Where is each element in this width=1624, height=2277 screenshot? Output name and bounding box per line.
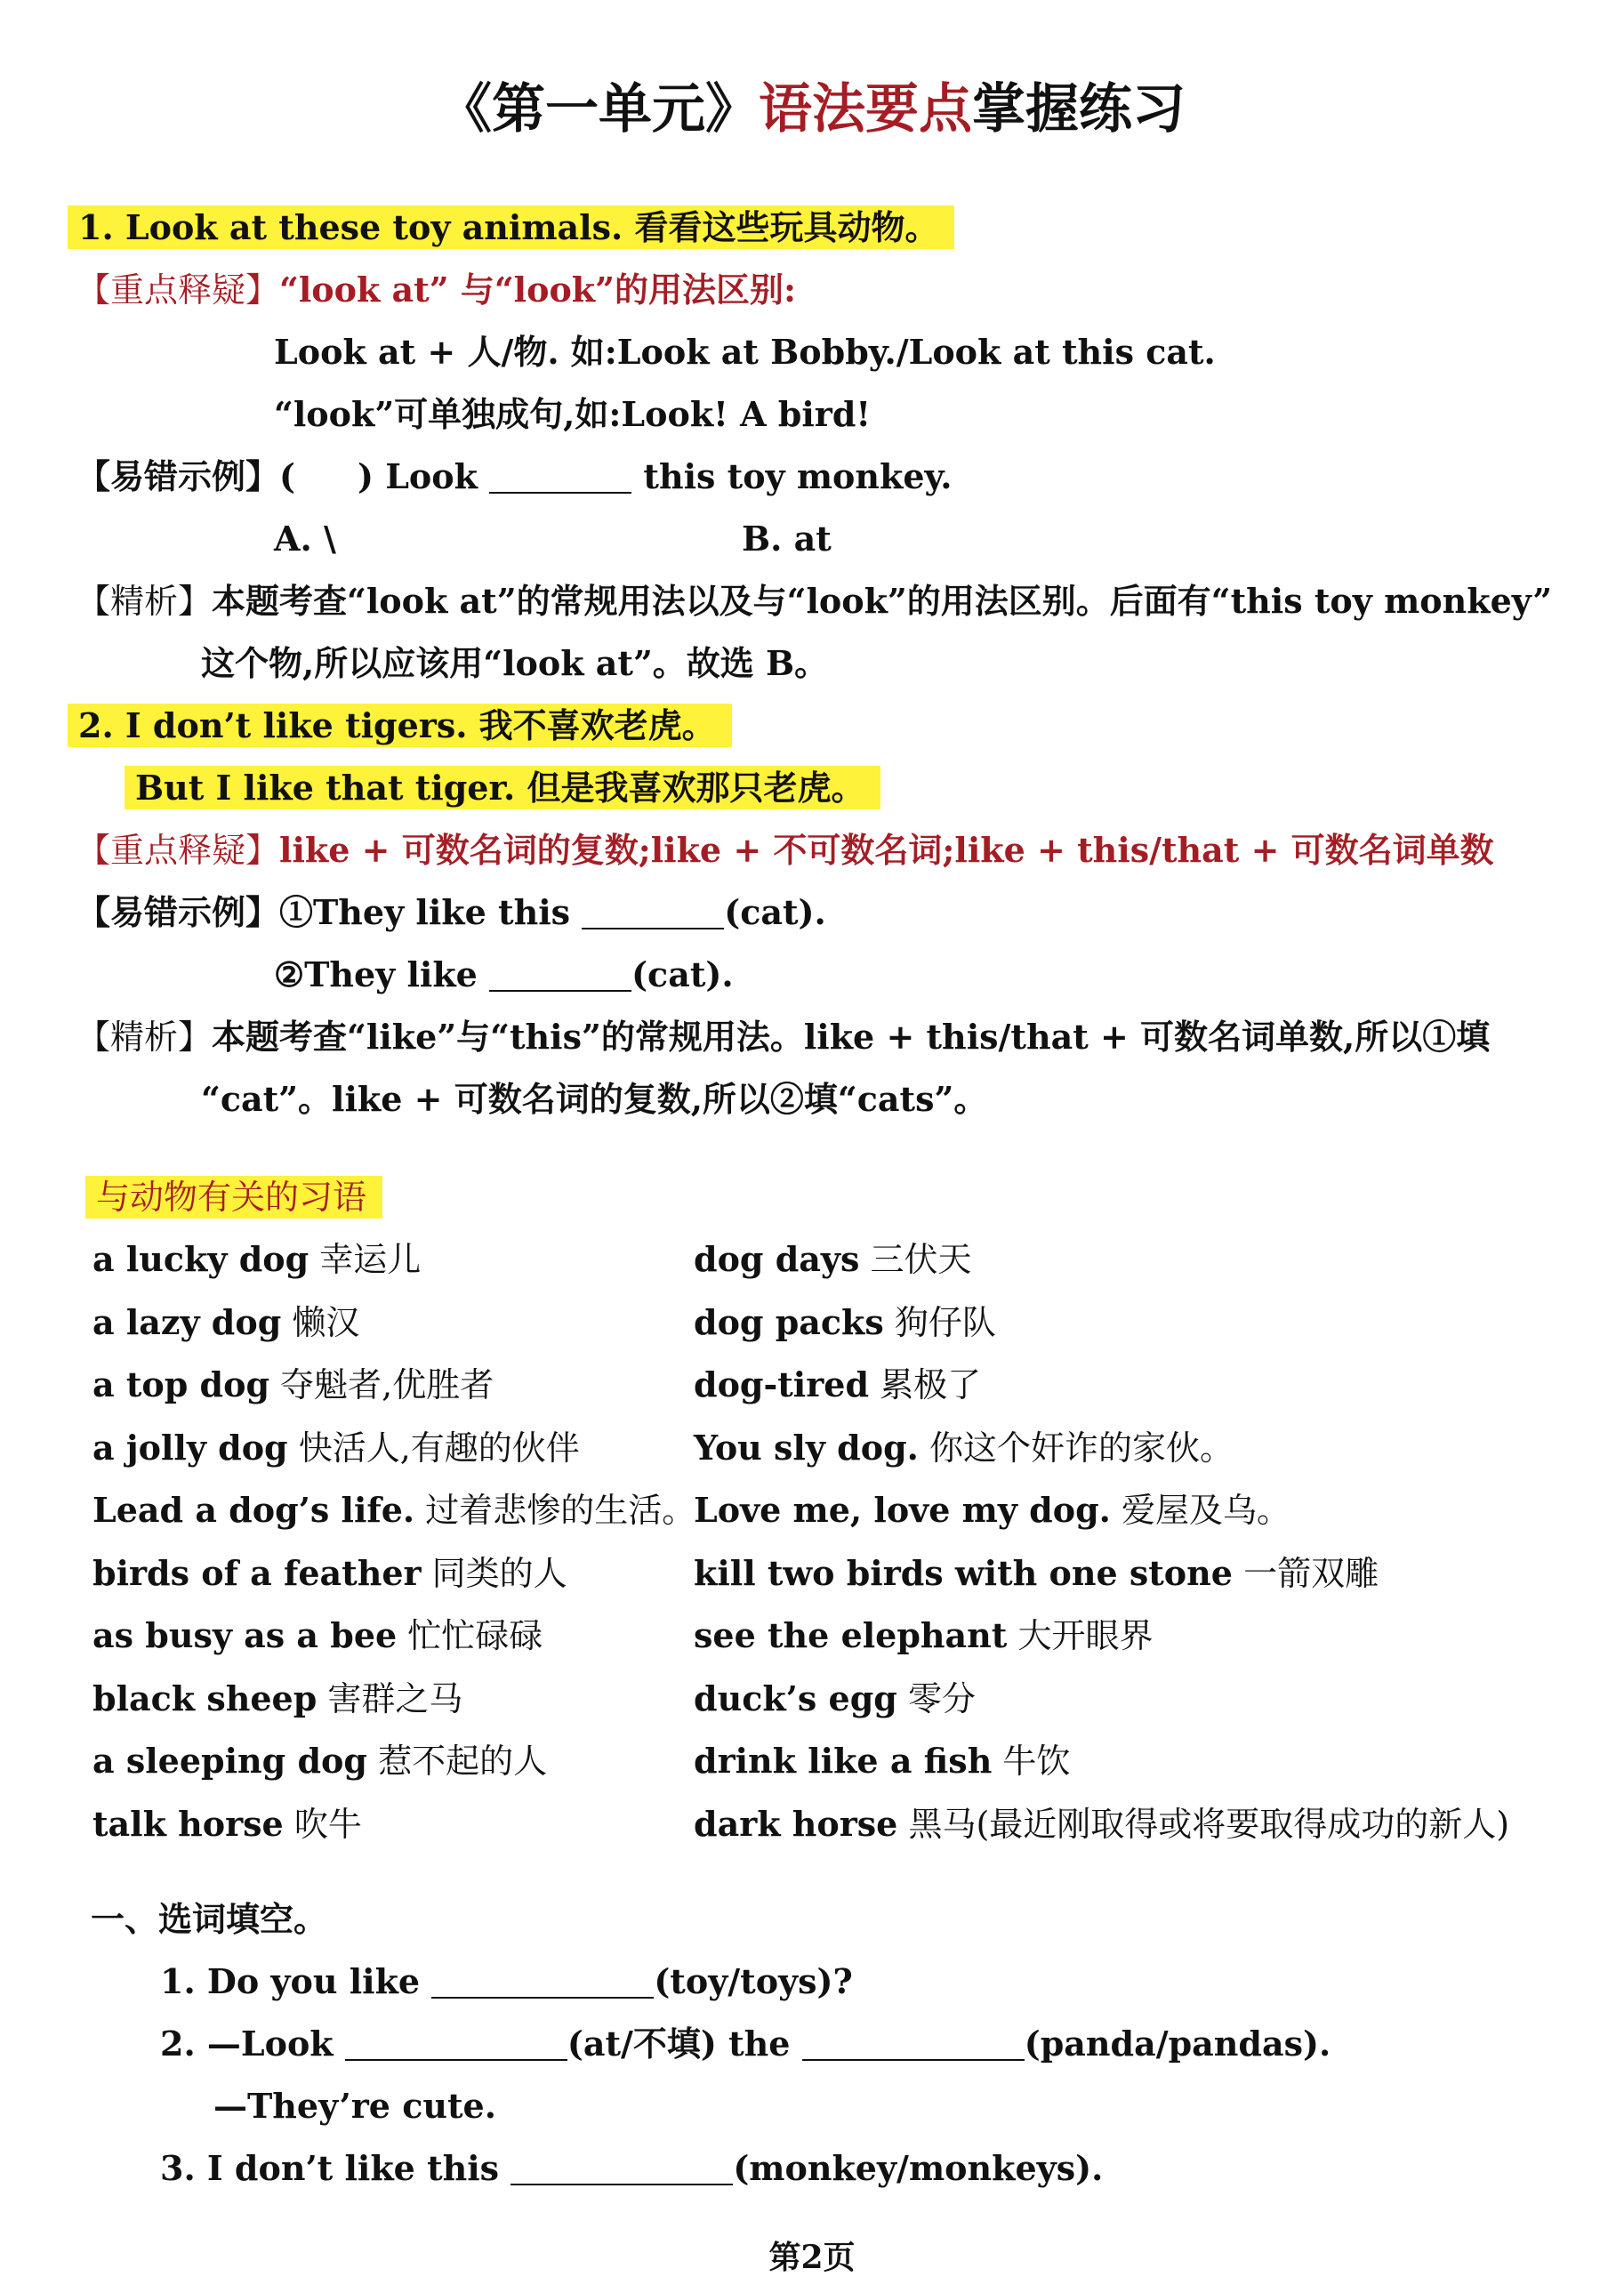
idiom-chinese: 幸运儿 [319, 1240, 422, 1279]
point2-example2 [274, 950, 734, 1000]
point1-option-a: A. \ [274, 519, 336, 559]
idiom-row [694, 1674, 976, 1724]
idiom-chinese: 害群之马 [327, 1678, 463, 1718]
idiom-chinese: 零分 [907, 1678, 976, 1718]
point1-blank[interactable] [489, 456, 631, 494]
idiom-row [92, 1611, 543, 1661]
idiom-english: as busy as a bee [92, 1615, 398, 1655]
idiom-chinese: 夺魁者,优胜者 [280, 1365, 494, 1404]
idiom-row [92, 1298, 359, 1348]
exercise-q3-blank[interactable] [511, 2148, 733, 2185]
point1-analysis-label: 【精析】 [76, 582, 213, 621]
idiom-chinese: 你这个奸诈的家伙。 [929, 1428, 1234, 1468]
idiom-english: dark horse [694, 1803, 898, 1844]
title-part1: 《第一单元》 [438, 78, 759, 141]
point1-heading-text: 1. Look at these toy animals. 看看这些玩具动物。 [68, 205, 954, 249]
exercise-q3-pre: 3. I don’t like this [160, 2148, 500, 2188]
idiom-chinese: 累极了 [880, 1365, 982, 1404]
exercise-q2-reply: —They’re cute. [213, 2086, 496, 2126]
idiom-english: a lucky dog [92, 1239, 310, 1279]
idiom-row [92, 1549, 567, 1598]
point1-analysis-text1: 本题考查“look at”的常规用法以及与“look”的用法区别。后面有“this toy monkey” [212, 581, 1553, 621]
idiom-english: dog days [694, 1239, 860, 1279]
idiom-english: Lead a dog’s life. [92, 1490, 415, 1530]
point1-option-b: B. at [742, 519, 832, 559]
idiom-row [92, 1485, 695, 1535]
point2-key-label: 【重点释疑】 [76, 831, 280, 870]
idiom-english: drink like a fish [694, 1741, 993, 1781]
idiom-chinese: 过着悲惨的生活。 [425, 1491, 696, 1530]
exercise-q1-post: (toy/toys)? [654, 1961, 853, 2001]
point2-key-line [76, 825, 1494, 875]
idiom-english: a lazy dog [92, 1301, 282, 1342]
point2-example1-pre: ①They like this [279, 892, 571, 932]
exercise-q2-blank1[interactable] [345, 2024, 567, 2061]
idiom-row [694, 1736, 1070, 1786]
exercise-q3-post: (monkey/monkeys). [733, 2148, 1104, 2188]
idiom-english: black sheep [92, 1678, 318, 1718]
idiom-english: talk horse [92, 1803, 284, 1844]
exercise-q2-post: (panda/pandas). [1024, 2024, 1331, 2064]
idiom-chinese: 大开眼界 [1017, 1616, 1154, 1655]
idioms-heading-text: 与动物有关的习语 [85, 1176, 382, 1219]
exercise-q2-blank2[interactable] [802, 2024, 1025, 2061]
idiom-row [694, 1549, 1379, 1598]
idiom-chinese: 惹不起的人 [378, 1742, 548, 1781]
point2-analysis-label: 【精析】 [76, 1018, 213, 1057]
idiom-english: a sleeping dog [92, 1741, 367, 1781]
point2-blank1[interactable] [582, 892, 724, 929]
point2-example2-pre: ②They like [274, 954, 478, 994]
point1-key-label: 【重点释疑】 [76, 270, 280, 310]
idiom-english: kill two birds with one stone [694, 1552, 1233, 1593]
idiom-row [92, 1360, 494, 1410]
idiom-english: a top dog [92, 1364, 270, 1404]
idiom-chinese: 狗仔队 [894, 1302, 996, 1342]
idiom-chinese: 三伏天 [870, 1240, 972, 1279]
idiom-chinese: 牛饮 [1002, 1742, 1071, 1781]
point1-key-line [76, 265, 796, 315]
point2-example1 [76, 888, 826, 937]
idiom-chinese: 快活人,有趣的伙伴 [298, 1428, 580, 1468]
idiom-english: duck’s egg [694, 1678, 897, 1718]
exercise-q3 [160, 2144, 1103, 2193]
idiom-chinese: 爱屋及乌。 [1122, 1491, 1291, 1530]
point1-usage1: Look at + 人/物. 如:Look at Bobby./Look at this cat. [274, 332, 1216, 372]
idiom-english: see the elephant [694, 1615, 1008, 1655]
point2-heading-text2: But I like that tiger. 但是我喜欢那只老虎。 [125, 766, 880, 809]
idiom-chinese: 忙忙碌碌 [407, 1616, 543, 1655]
point1-analysis-line1 [76, 576, 1552, 626]
point2-heading-text1: 2. I don’t like tigers. 我不喜欢老虎。 [68, 704, 732, 747]
idiom-row [92, 1674, 462, 1724]
idiom-chinese: 黑马(最近刚取得或将要取得成功的新人) [908, 1804, 1510, 1844]
idiom-row [92, 1736, 547, 1786]
idiom-row [92, 1423, 580, 1473]
point1-example [76, 452, 953, 502]
idiom-row [694, 1298, 996, 1348]
idiom-row [92, 1799, 362, 1849]
title-part2: 语法要点 [759, 78, 972, 141]
point2-heading-line2 [125, 763, 880, 813]
point2-analysis-line2: “cat”。like + 可数名词的复数,所以②填“cats”。 [201, 1079, 988, 1119]
idiom-english: Love me, love my dog. [694, 1490, 1111, 1530]
idiom-english: dog packs [694, 1301, 884, 1342]
exercise-q1-pre: 1. Do you like [160, 1961, 421, 2001]
idiom-row [694, 1360, 981, 1410]
point1-example-label: 【易错示例】( [76, 456, 295, 496]
idiom-chinese: 一箭双雕 [1243, 1553, 1379, 1593]
point2-analysis-text1: 本题考查“like”与“this”的常规用法。like + this/that + 可数名词单数,所以①填 [212, 1017, 1491, 1057]
point1-analysis-line2: 这个物,所以应该用“look at”。故选 B。 [201, 643, 829, 683]
idiom-chinese: 同类的人 [431, 1553, 567, 1593]
point2-analysis-line1 [76, 1012, 1490, 1062]
point2-blank2[interactable] [489, 954, 631, 992]
point2-key-text: like + 可数名词的复数;like + 不可数名词;like + this/that + 可数名词单数 [279, 830, 1494, 870]
idiom-row [694, 1611, 1153, 1661]
exercise-q2-mid: (at/不填) the [567, 2024, 791, 2064]
idiom-english: birds of a feather [92, 1552, 422, 1593]
exercise-q2-pre: 2. —Look [160, 2024, 334, 2064]
idiom-english: dog-tired [694, 1364, 870, 1404]
idioms-heading [85, 1172, 382, 1222]
exercise-heading: 一、选词填空。 [91, 1899, 328, 1939]
idiom-chinese: 吹牛 [293, 1804, 362, 1844]
idiom-row [92, 1235, 421, 1284]
idiom-row [694, 1235, 972, 1284]
point2-heading-line1 [68, 701, 732, 751]
idiom-english: a jolly dog [92, 1427, 288, 1468]
exercise-q2 [160, 2019, 1331, 2069]
point1-example-tail: this toy monkey. [643, 456, 953, 496]
point2-example-label: 【易错示例】 [76, 892, 280, 932]
idiom-chinese: 懒汉 [292, 1302, 360, 1342]
exercise-q1-blank[interactable] [431, 1961, 654, 1999]
idiom-row [694, 1423, 1234, 1473]
idiom-row [694, 1799, 1509, 1849]
point2-example2-post: (cat). [631, 954, 734, 994]
idiom-row [694, 1485, 1290, 1535]
point1-example-rest: ) Look [357, 456, 478, 496]
title-part3: 掌握练习 [972, 78, 1186, 141]
point1-heading [68, 203, 954, 253]
page-number: 第2页 [768, 2239, 856, 2276]
point1-key-text: “look at” 与“look”的用法区别: [279, 270, 797, 310]
idiom-english: You sly dog. [694, 1427, 919, 1468]
exercise-q1 [160, 1957, 853, 2007]
point2-example1-post: (cat). [724, 892, 826, 932]
page-title [0, 69, 1624, 149]
point1-usage2: “look”可单独成句,如:Look! A bird! [274, 394, 872, 434]
